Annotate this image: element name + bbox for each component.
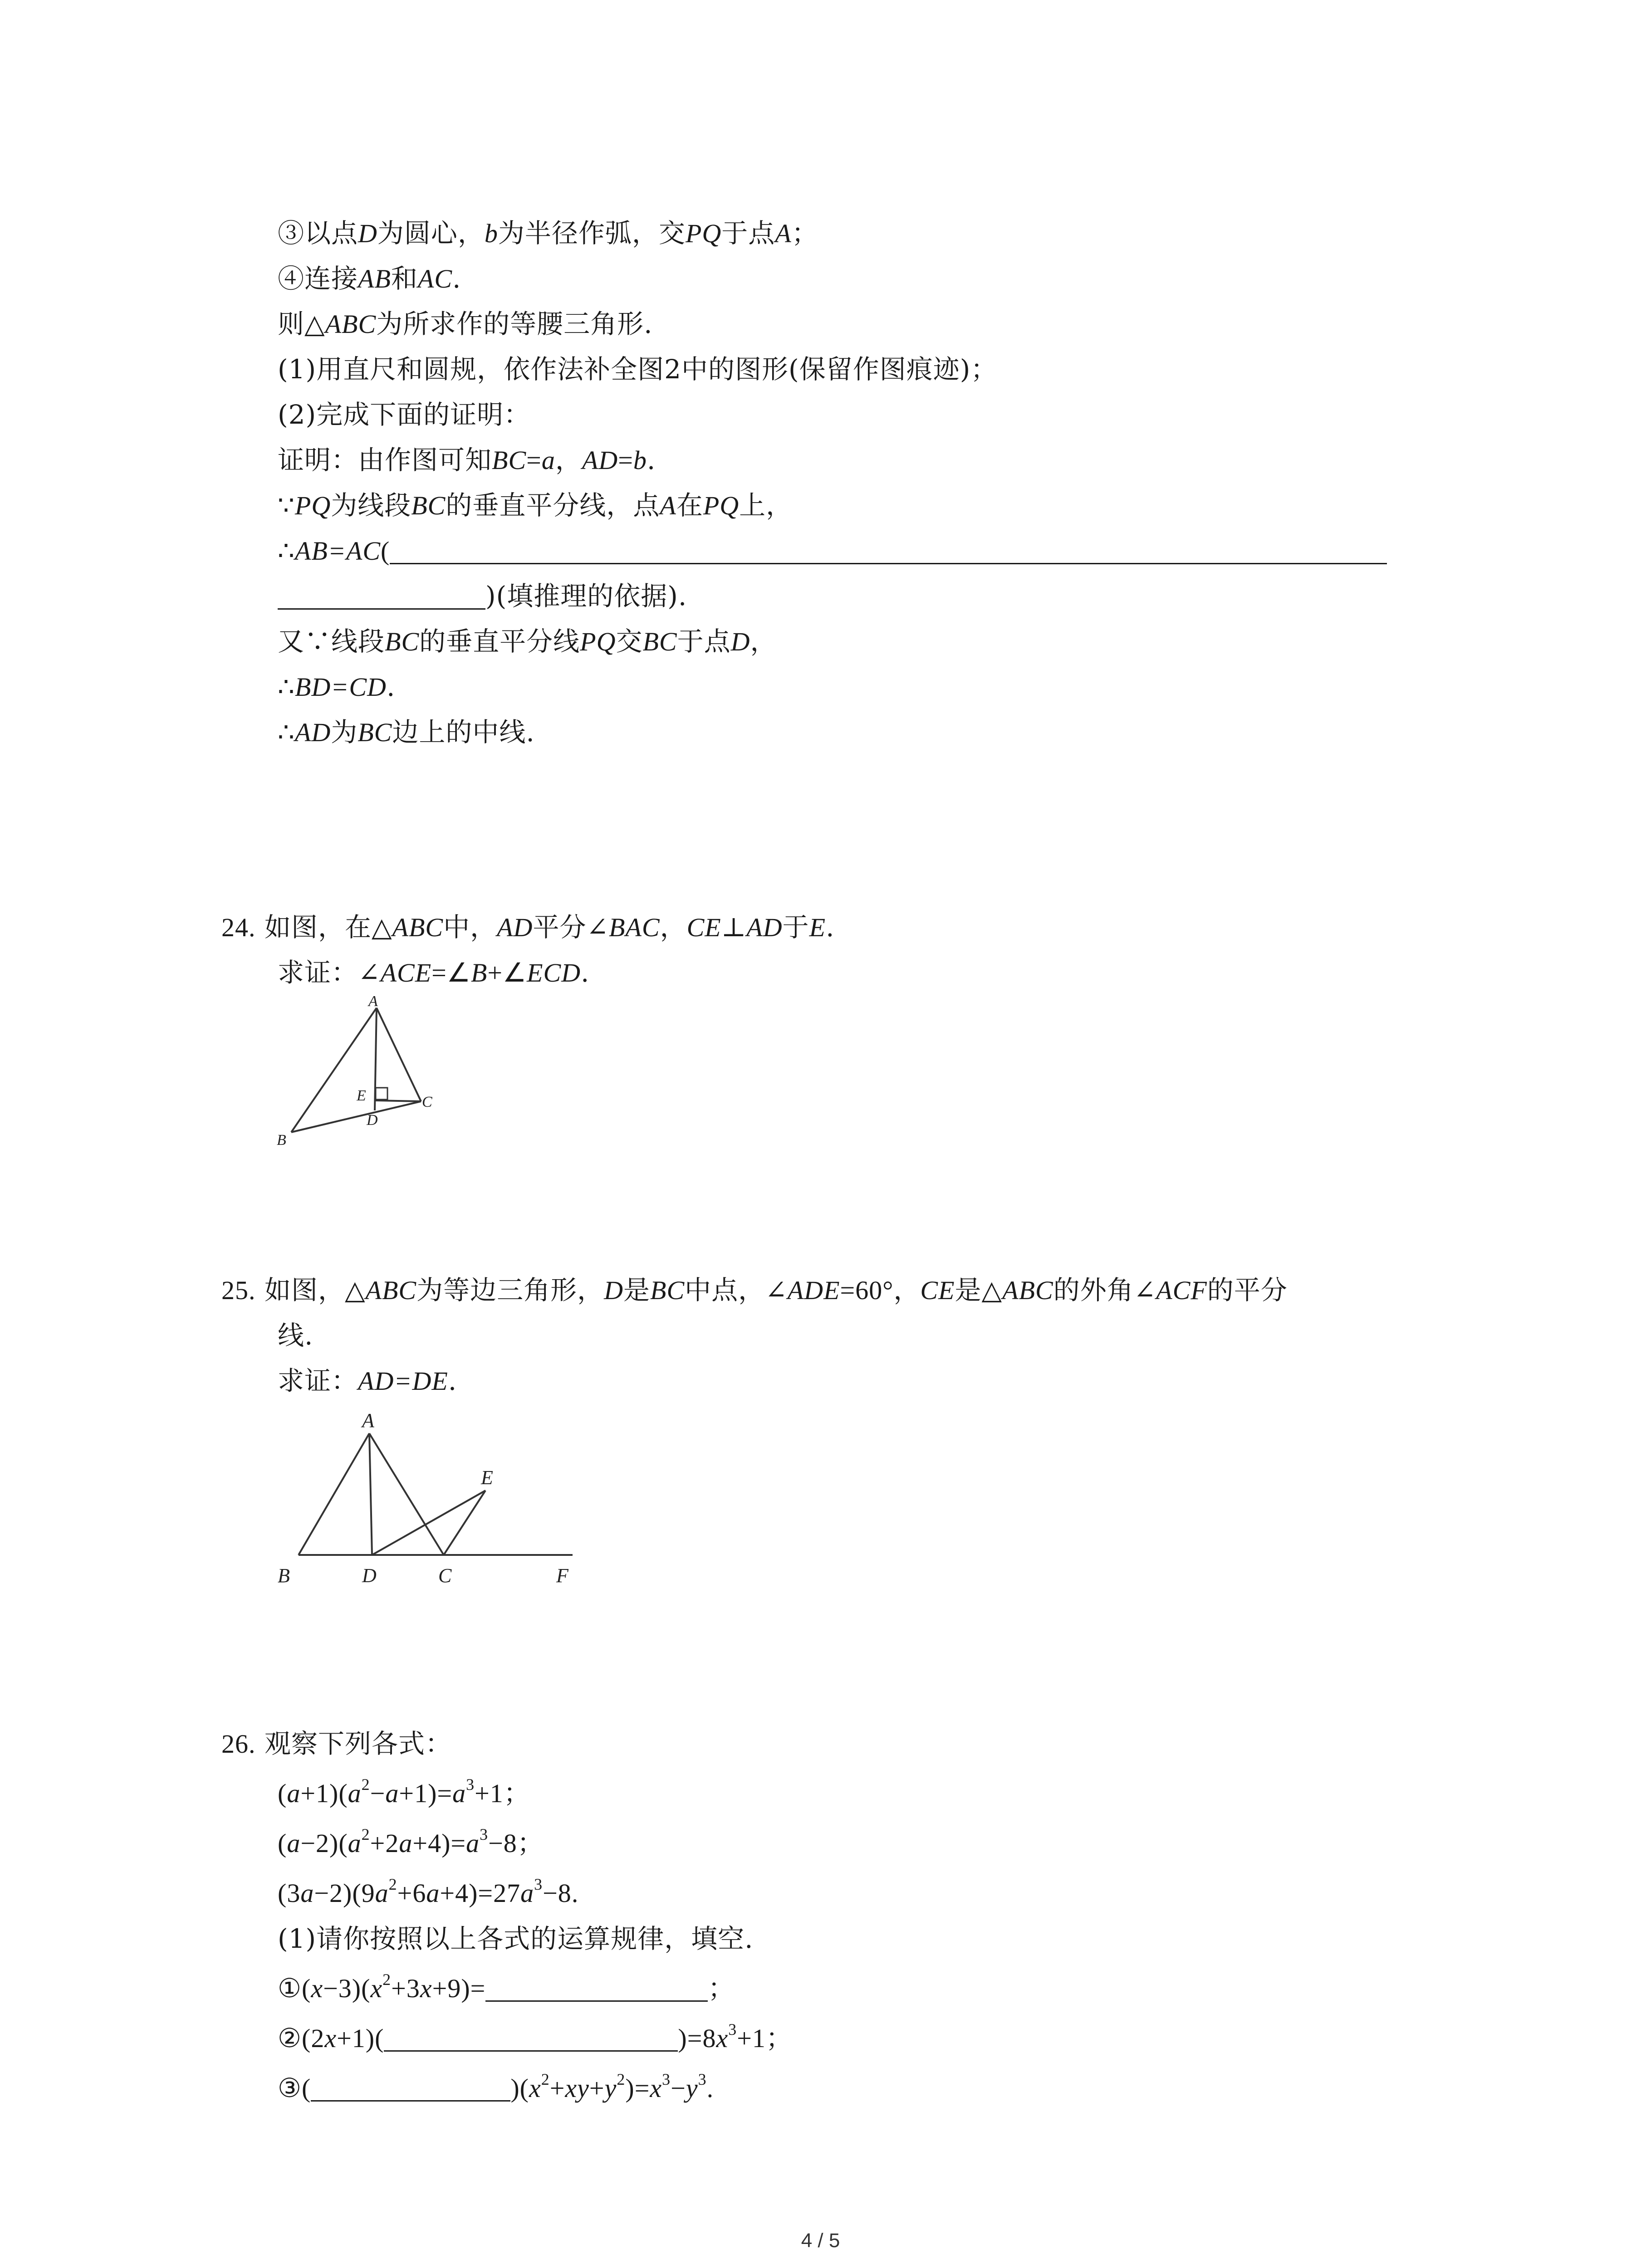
q25-triangle-figure xyxy=(268,1406,585,1601)
segment-ce xyxy=(375,1100,421,1101)
answer-blank-2[interactable] xyxy=(384,2024,678,2052)
label-c: C xyxy=(422,1094,432,1110)
q23-proof-line5: 又∵线段BC的垂直平分线PQ交BC于点D， xyxy=(278,626,777,657)
answer-blank-3[interactable] xyxy=(311,2074,510,2102)
q23-step3: ③以点D为圆心，b为半径作弧，交PQ于点A； xyxy=(278,218,818,249)
q23-part1: (1)用直尺和圆规，依作法补全图2中的图形(保留作图痕迹)； xyxy=(278,354,998,385)
label-f: F xyxy=(556,1564,568,1587)
q26-intro: 26. 观察下列各式： xyxy=(221,1728,452,1759)
right-angle-mark xyxy=(376,1088,387,1100)
q26-blank-3: ③( )$(x^2+xy+y^2)=x^3-y^3$. xyxy=(278,2070,714,2103)
q24-to-prove: 求证：∠ACE=∠B+∠ECD. xyxy=(278,957,590,988)
label-a: A xyxy=(368,993,378,1010)
reason-blank-part2[interactable] xyxy=(278,582,485,610)
q23-conclusion: 则△ABC为所求作的等腰三角形. xyxy=(278,308,653,339)
q26-blank-2: ②(2x+1)( )$=8x^3+1$； xyxy=(278,2020,793,2053)
segment-ad xyxy=(369,1433,372,1555)
q23-proof-line6: ∴BD=CD. xyxy=(278,671,396,702)
segment-ce xyxy=(444,1491,485,1555)
q25-to-prove: 求证：AD=DE. xyxy=(278,1365,457,1396)
side-ab xyxy=(291,1008,377,1132)
q23-proof-line2: ∵PQ为线段BC的垂直平分线，点A在PQ上， xyxy=(278,490,793,521)
q26-blank-1: $①(x-3)(x^2+3x+9)=$ ； xyxy=(278,1970,735,2003)
q25-statement-cont: 线. xyxy=(278,1320,314,1351)
q24-triangle-figure xyxy=(268,993,458,1157)
question-number: 25. xyxy=(221,1276,256,1305)
label-a: A xyxy=(362,1409,374,1432)
q24-statement: 24. 如图，在△ABC中，AD平分∠BAC，CE⊥AD于E. xyxy=(221,912,835,943)
side-bc xyxy=(291,1101,421,1132)
q26-formula-2: $(a-2)(a^2+2a+4)=a^3-8$； xyxy=(278,1825,544,1858)
label-d: D xyxy=(362,1564,377,1587)
question-number: 26. xyxy=(221,1729,256,1759)
side-ab xyxy=(299,1433,369,1555)
label-c: C xyxy=(438,1564,452,1587)
reason-blank-part1[interactable] xyxy=(390,537,1387,564)
q23-proof-line3: ∴AB=AC( xyxy=(278,534,1387,567)
label-e: E xyxy=(481,1466,493,1489)
answer-blank-1[interactable] xyxy=(485,1974,708,2002)
segment-de xyxy=(372,1491,485,1555)
label-d: D xyxy=(367,1112,378,1129)
q26-part1: (1)请你按照以上各式的运算规律，填空. xyxy=(278,1923,754,1954)
question-number: 24. xyxy=(221,913,256,942)
q25-statement: 25. 如图，△ABC为等边三角形，D是BC中点，∠ADE=60°，CE是△ABC的外角∠ACF的平分 xyxy=(221,1275,1288,1305)
q23-part2: (2)完成下面的证明： xyxy=(278,399,531,430)
q23-proof-line7: ∴AD为BC边上的中线. xyxy=(278,717,535,748)
label-b: B xyxy=(277,1132,286,1149)
q26-formula-1: $(a+1)(a^2-a+1)=a^3+1$； xyxy=(278,1775,530,1808)
q26-formula-3: $(3a-2)(9a^2+6a+4)=27a^3-8$. xyxy=(278,1875,579,1908)
label-b: B xyxy=(278,1564,290,1587)
label-e: E xyxy=(357,1087,366,1104)
q23-proof-line1: 证明：由作图可知BC=a，AD=b. xyxy=(278,445,656,475)
page-number: 4 / 5 xyxy=(801,2229,840,2252)
side-ac xyxy=(369,1433,444,1555)
q23-step4: ④连接AB和AC. xyxy=(278,263,461,294)
q23-proof-line4: )(填推理的依据). xyxy=(278,580,687,612)
